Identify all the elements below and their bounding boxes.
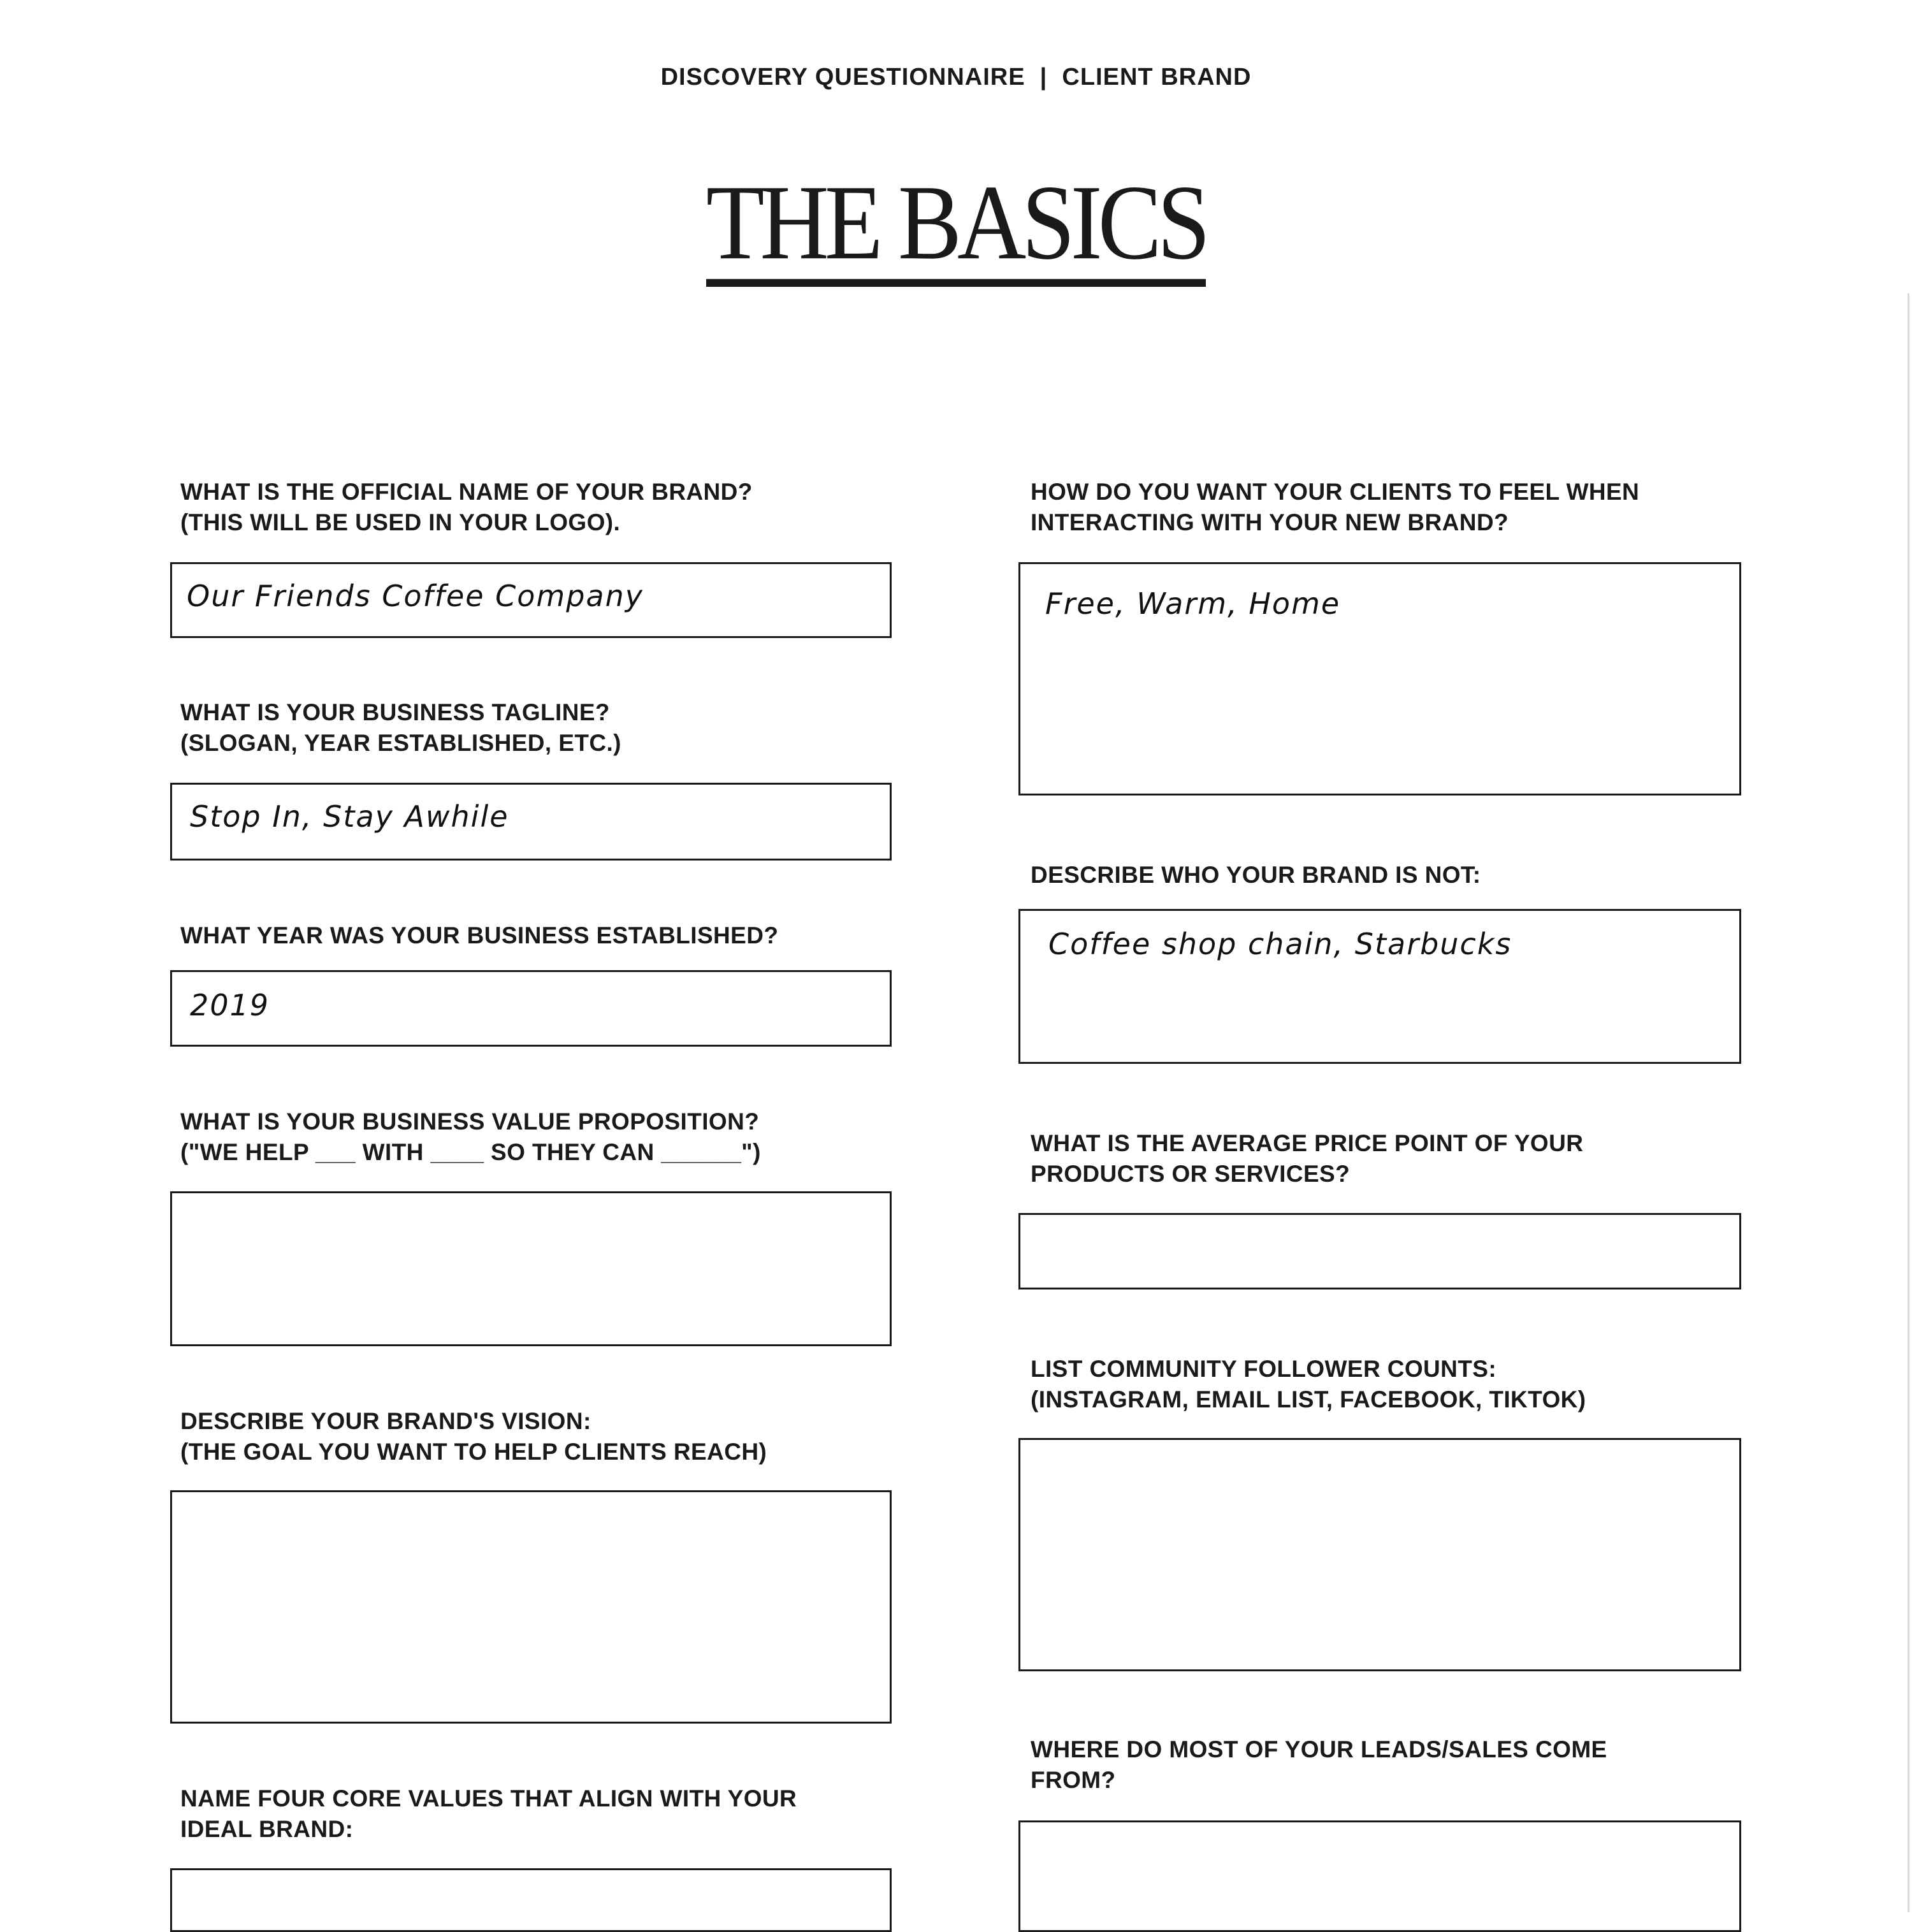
answer-brand-name: Our Friends Coffee Company: [187, 579, 644, 613]
question-year-established: WHAT YEAR WAS YOUR BUSINESS ESTABLISHED?: [180, 922, 779, 948]
question-core-values: NAME FOUR CORE VALUES THAT ALIGN WITH YOUR IDEAL BRAND:: [180, 1785, 797, 1842]
document-header: DISCOVERY QUESTIONNAIRE | CLIENT BRAND: [660, 64, 1252, 91]
answer-brand-is-not: Coffee shop chain, Starbucks: [1048, 927, 1512, 961]
answer-field-price-point[interactable]: [1018, 1213, 1741, 1289]
question-leads-sales-source: WHERE DO MOST OF YOUR LEADS/SALES COME FROM?: [1031, 1736, 1607, 1793]
answer-tagline: Stop In, Stay Awhile: [190, 799, 509, 834]
answer-field-core-values[interactable]: [170, 1868, 892, 1932]
question-value-proposition: WHAT IS YOUR BUSINESS VALUE PROPOSITION? ("WE HELP ___ WITH ____ SO THEY CAN ______"): [180, 1108, 761, 1165]
question-brand-name: WHAT IS THE OFFICIAL NAME OF YOUR BRAND? (THIS WILL BE USED IN YOUR LOGO).: [180, 479, 753, 535]
answer-field-brand-vision[interactable]: [170, 1490, 892, 1724]
page-edge: [1908, 293, 1909, 1912]
page-title: THE BASICS: [706, 169, 1206, 287]
question-price-point: WHAT IS THE AVERAGE PRICE POINT OF YOUR PRODUCTS OR SERVICES?: [1031, 1130, 1584, 1187]
answer-client-feeling: Free, Warm, Home: [1045, 586, 1341, 621]
question-brand-vision: DESCRIBE YOUR BRAND'S VISION: (THE GOAL YOU WANT TO HELP CLIENTS REACH): [180, 1408, 767, 1465]
question-tagline: WHAT IS YOUR BUSINESS TAGLINE? (SLOGAN, YEAR ESTABLISHED, ETC.): [180, 699, 621, 756]
question-brand-is-not: DESCRIBE WHO YOUR BRAND IS NOT:: [1031, 862, 1481, 888]
question-client-feeling: HOW DO YOU WANT YOUR CLIENTS TO FEEL WHEN INTERACTING WITH YOUR NEW BRAND?: [1031, 479, 1640, 535]
answer-year-established: 2019: [190, 988, 270, 1022]
question-follower-counts: LIST COMMUNITY FOLLOWER COUNTS: (INSTAGRAM, EMAIL LIST, FACEBOOK, TIKTOK): [1031, 1356, 1586, 1413]
answer-field-value-proposition[interactable]: [170, 1191, 892, 1346]
page-title-wrap: [0, 163, 1912, 287]
answer-field-leads-sales-source[interactable]: [1018, 1820, 1741, 1932]
answer-field-follower-counts[interactable]: [1018, 1438, 1741, 1671]
answer-field-year-established[interactable]: [170, 970, 892, 1047]
